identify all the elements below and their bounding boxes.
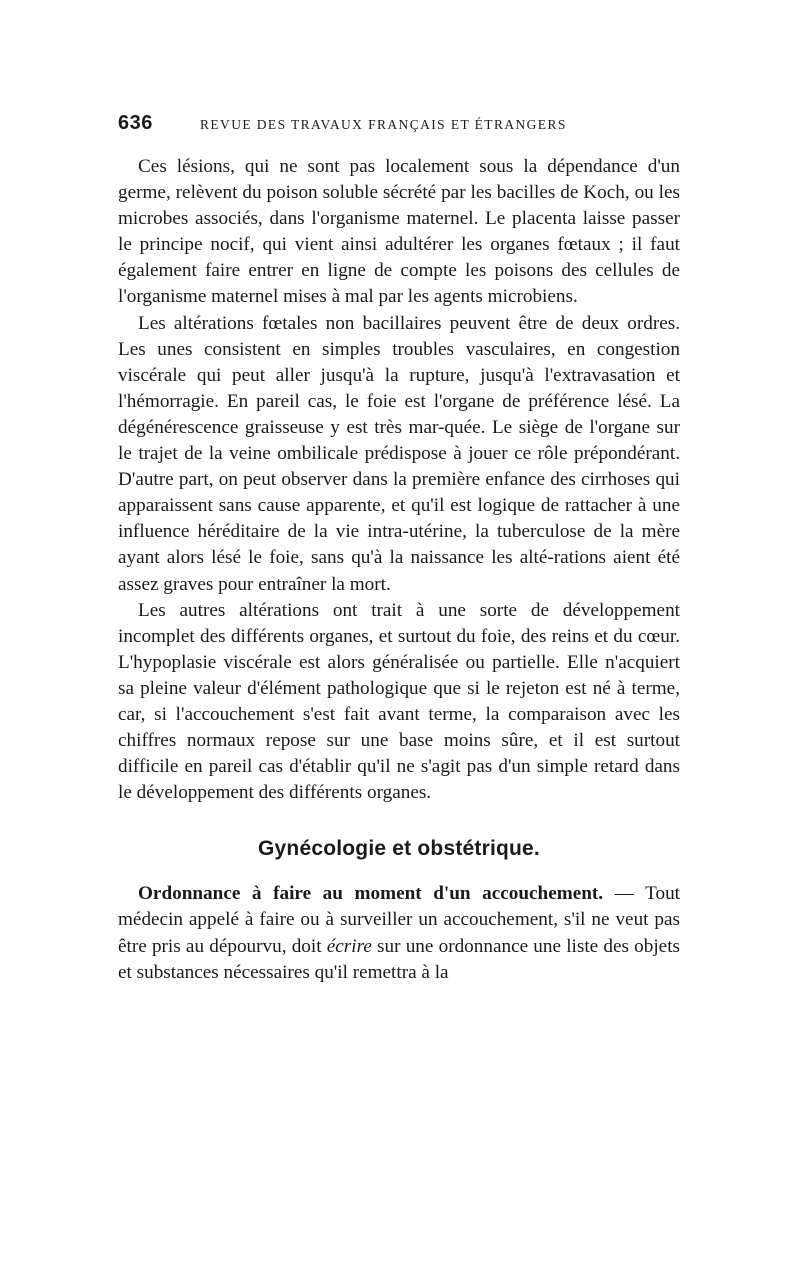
running-header — [118, 112, 680, 140]
note-emphasis: écrire — [326, 935, 372, 957]
note-paragraph — [118, 881, 680, 985]
document-page — [118, 112, 680, 986]
note-text-start: — Tout médecin appelé à faire ou à surveiller un accouchement, s'il ne veut pas être pris au dépourvu, doit — [118, 883, 681, 957]
journal-title: REVUE DES TRAVAUX FRANÇAIS ET ÉTRANGERS — [200, 117, 567, 132]
paragraph: Les altérations fœtales non bacillaires peuvent être de deux ordres. Les unes consistent en simples troubles vasculaires, en congestion viscérale qui peut aller jusqu'à la rupture, jusqu'à l'extravasation et l'hémorragie. En pareil cas, le foie est l'organe de préférence lésé. La dégénérescence graisseuse y est très mar-quée. Le siège de l'organe sur le trajet de la veine ombilicale prédispose à jouer ce rôle prépondérant. D'autre part, on peut observer dans la première enfance des cirrhoses qui apparaissent sans cause apparente, et qu'il est logique de rattacher à une influence héréditaire de la vie intra-utérine, la tuberculose de la mère ayant alors lésé le foie, sans qu'à la naissance les alté-rations aient été assez graves pour entraîner la mort. — [118, 312, 680, 595]
paragraph: Les autres altérations ont trait à une sorte de développement incomplet des différents organes, et surtout du foie, des reins et du cœur. L'hypoplasie viscérale est alors généralisée ou partielle. Elle n'acquiert sa pleine valeur d'élément pathologique que si le rejeton est né à terme, car, si l'accouchement s'est fait avant terme, la comparaison avec les chiffres normaux repose sur une base moins sûre, et il est surtout difficile en pareil cas d'établir qu'il ne s'agit pas d'un simple retard dans le développement des différents organes. — [118, 599, 680, 804]
note-section — [118, 881, 680, 985]
section-title: Gynécologie et obstétrique. — [258, 837, 540, 861]
paragraph: Ces lésions, qui ne sont pas localement sous la dépendance d'un germe, relèvent du poison soluble sécrété par les bacilles de Koch, ou les microbes associés, dans l'organisme maternel. Le placenta laisse passer le principe nocif, qui vient ainsi adultérer les organes fœtaux ; il faut également faire entrer en ligne de compte les poisons des cellules de l'organisme maternel mises à mal par les agents microbiens. — [118, 156, 680, 308]
page-number: 636 — [118, 112, 153, 134]
note-text-end: sur une ordonnance une liste des objets et substances nécessaires qu'il remettra à la — [118, 935, 680, 983]
note-title: Ordonnance à faire au moment d'un accouchement. — [138, 883, 604, 905]
body-text — [118, 154, 680, 806]
